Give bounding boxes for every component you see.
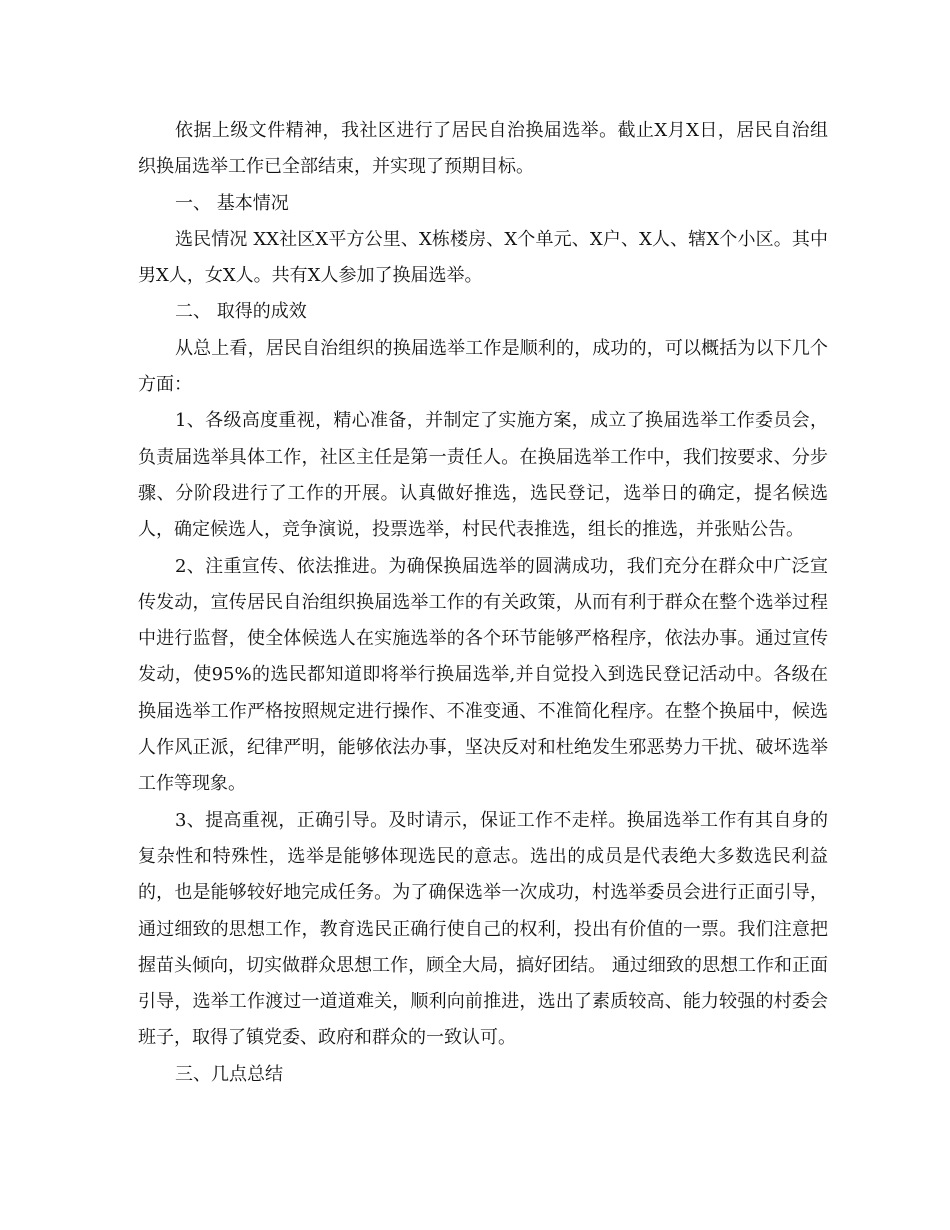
section-heading-basic-situation: 一、 基本情况	[175, 192, 289, 214]
achievement-item-3: 3、提高重视，正确引导。及时请示，保证工作不走样。换届选举工作有其自身的复杂性和特殊性，选举是能够体现选民的意志。选出的成员是代表绝大多数选民利益的，也是能够较好地完成任务。为了确保选举一次成功，村选举委员会进行正面引导，通过细致的思想工作，教育选民正确行使自己的权利，投出有价值的一票。我们注意把握苗头倾向，切实做群众思想工作，顾全大局，搞好团结。 通过细致的思想工作和正面引导，选举工作渡过一道道难关，顺利向前推进，选出了素质较高、能力较强的村委会班子，取得了镇党委、政府和群众的一致认可。	[138, 809, 828, 1049]
document-body	[138, 113, 828, 1093]
intro-paragraph: 依据上级文件精神，我社区进行了居民自治换届选举。截止X月X日，居民自治组织换届选举工作已全部结束，并实现了预期目标。	[138, 120, 828, 178]
achievement-item-1: 1、各级高度重视，精心准备，并制定了实施方案，成立了换届选举工作委员会，负责届选举具体工作，社区主任是第一责任人。在换届选举工作中，我们按要求、分步骤、分阶段进行了工作的开展。认真做好推选，选民登记，选举日的确定，提名候选人，确定候选人，竞争演说，投票选举，村民代表推选，组长的推选，并张贴公告。	[138, 410, 828, 541]
section-heading-achievements: 二、 取得的成效	[175, 301, 307, 323]
section-heading-summary: 三、几点总结	[175, 1063, 283, 1085]
voter-situation-paragraph: 选民情况 XX社区X平方公里、X栋楼房、X个单元、X户、X人、辖X个小区。其中男X人，女X人。共有X人参加了换届选举。	[138, 228, 828, 287]
achievements-overview-paragraph: 从总上看，居民自治组织的换届选举工作是顺利的，成功的，可以概括为以下几个方面：	[138, 337, 828, 396]
achievement-item-2: 2、注重宣传、依法推进。为确保换届选举的圆满成功，我们充分在群众中广泛宣传发动，宣传居民自治组织换届选举工作的有关政策，从而有利于群众在整个选举过程中进行监督，使全体候选人在实施选举的各个环节能够严格程序，依法办事。通过宣传发动，使95%的选民都知道即将举行换届选举,并自觉投入到选民登记活动中。各级在换届选举工作严格按照规定进行操作、不准变通、不准简化程序。在整个换届中，候选人作风正派，纪律严明，能够依法办事，坚决反对和杜绝发生邪恶势力干扰、破坏选举工作等现象。	[138, 555, 828, 795]
